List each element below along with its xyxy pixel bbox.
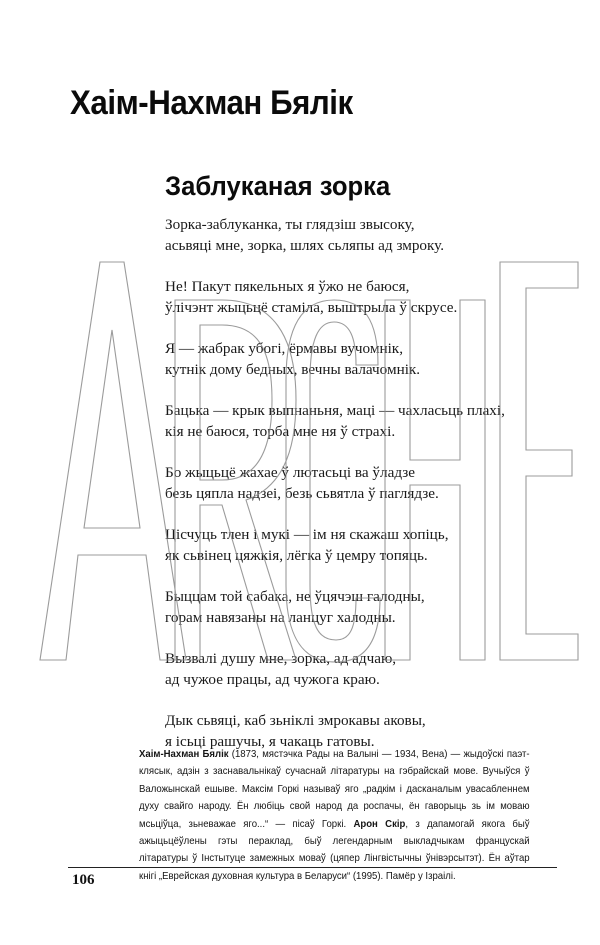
bio-text: , з дапамогай якога быў ажыцьцёўлены гэты пераклад, быў легендарным выкладчыкам францускай літаратуры ў Інстытуце замежных моваў (цяпер Лінгвістычны ўнівэрсытэт). Ён аўтар кнігі „Еврейская духовная культура в Беларуси“ (1995). Памёр у Ізраілі. [139, 818, 530, 882]
poem-line: ад чужое працы, ад чужога краю. [165, 671, 380, 688]
stanza [165, 462, 545, 504]
bio-text: (1873, мястэчка Рады на Валыні — 1934, Вена) — жыдоўскі паэт-клясык, адзін з заснавальнікаў сучаснай літаратуры на гэбрайскай мове. Вучыўся ў Валожынскай ешыве. Максім Горкі называў яго „радкім і дасканалым увасабленнем духу свайго народу. Ён любіць свой народ да роспачы, ён гаворыць зь ім моваю мсьціўца, зьневажае яго...“ — пісаў Горкі. [139, 749, 530, 830]
poem-line: Я — жабрак убогі, ёрмавы вучомнік, [165, 340, 403, 357]
stanza [165, 214, 545, 256]
poem-line: Быццам той сабака, не ўцячэш галодны, [165, 588, 425, 605]
poem-line: я iсьці рашучы, я чакаць гатовы. [165, 733, 375, 750]
poem-line: кія не баюся, торба мне ня ў страхі. [165, 423, 396, 440]
stanza [165, 338, 545, 380]
stanza [165, 276, 545, 318]
poem-line: кутнік дому бедных, вечны валачомнік. [165, 361, 421, 378]
bio-paragraph [139, 746, 530, 885]
author-biography [139, 746, 530, 885]
poem-line: як сьвінец цяжкія, лёгка ў цемру топяць. [165, 547, 428, 564]
author-heading: Хаім-Нахман Бялік [70, 84, 353, 122]
poem-title: Заблуканая зорка [165, 171, 391, 201]
poem-line: Дык сьвяці, каб зьнiклi змрокавы аковы, [165, 712, 426, 729]
page-number: 106 [72, 872, 95, 888]
poem-line: Бацька — крык выпнаньня, маці — чахласьць плахі, [165, 402, 505, 419]
poem-line: горам навязаны на ланцуг халодны. [165, 609, 396, 626]
poem-line: Не! Пакут пякельных я ўжо не баюся, [165, 278, 410, 295]
poem-line: Бо жыцьцё жахае ў лютасьці ва ўладзе [165, 464, 416, 481]
bio-author-name: Хаім-Нахман Бялік [139, 749, 229, 760]
footer-rule [68, 867, 557, 868]
poem-line: ўлічэнт жыцьцё стаміла, выштрыла ў скрусе. [165, 299, 458, 316]
poem-line: Зорка-заблуканка, ты глядзіш звысоку, [165, 216, 415, 233]
poem-body [165, 214, 545, 772]
stanza [165, 586, 545, 628]
poem-line: Цісчуць тлен і мукі — ім ня скажаш хопіць, [165, 526, 449, 543]
stanza [165, 648, 545, 690]
bio-translator-name: Арон Скір [353, 818, 406, 830]
poem-line: асьвяці мне, зорка, шлях сьляпы ад змроку. [165, 237, 445, 254]
poem-line: безь цяпла надзеі, безь сьвятла ў паглядзе. [165, 485, 439, 502]
stanza [165, 524, 545, 566]
stanza [165, 400, 545, 442]
poem-line: Вызвалі душу мне, зорка, ад адчаю, [165, 650, 397, 667]
